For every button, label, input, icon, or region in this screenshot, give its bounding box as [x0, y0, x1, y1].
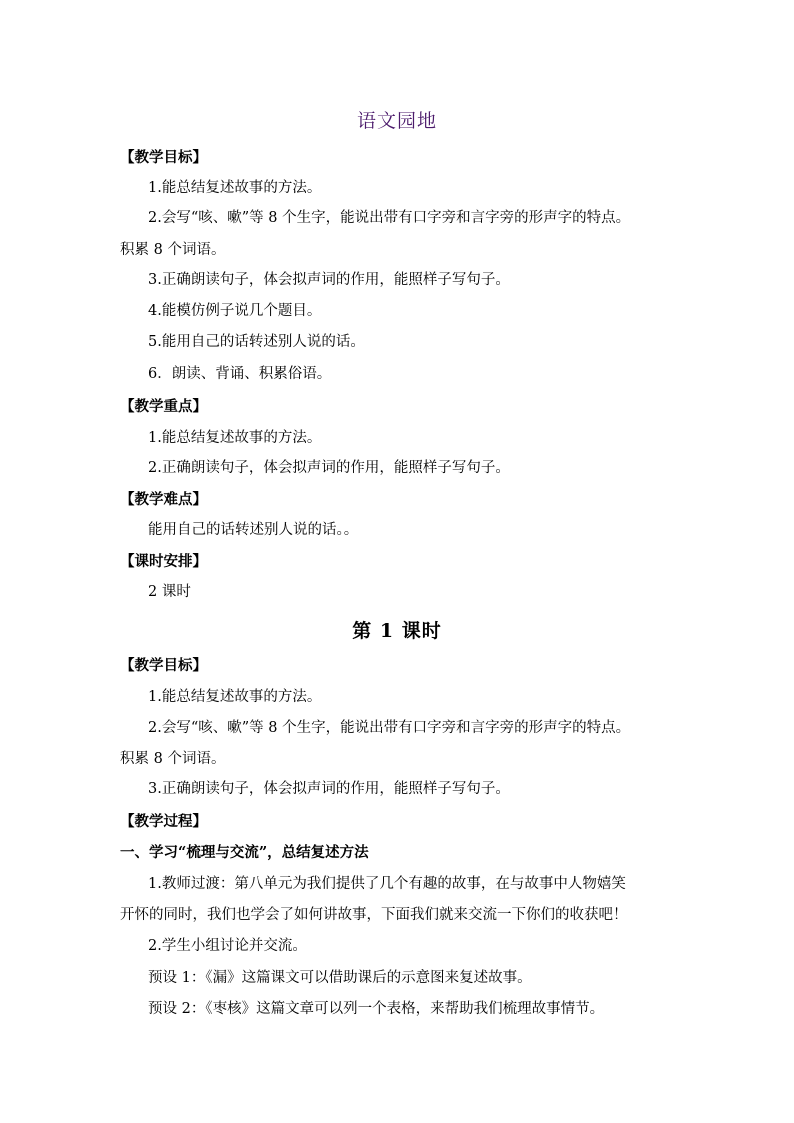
objective-item: 6．朗读、背诵、积累俗语。 — [148, 366, 332, 382]
process-paragraph: 2.学生小组讨论并交流。 — [148, 938, 307, 954]
lesson-objective-item: 2.会写“咳、嗽”等 8 个生字，能说出带有口字旁和言字旁的形声字的特点。 — [148, 720, 631, 736]
section-heading-lesson-objectives: 【教学目标】 — [120, 657, 207, 674]
difficulty-text: 能用自己的话转述别人说的话。。 — [148, 522, 359, 538]
section-heading-key-points: 【教学重点】 — [120, 398, 207, 415]
key-point-item: 2.正确朗读句子，体会拟声词的作用，能照样子写句子。 — [148, 460, 510, 476]
part-heading: 一、学习“梳理与交流”，总结复述方法 — [120, 844, 369, 861]
page-title: 语文园地 — [356, 110, 437, 132]
lesson-objective-item-continued: 积累 8 个词语。 — [120, 751, 226, 767]
schedule-text: 2 课时 — [148, 584, 191, 600]
process-paragraph: 1.教师过渡：第八单元为我们提供了几个有趣的故事，在与故事中人物嬉笑 — [148, 876, 626, 892]
objective-item: 3.正确朗读句子，体会拟声词的作用，能照样子写句子。 — [148, 272, 510, 288]
objective-item: 4.能模仿例子说几个题目。 — [148, 303, 322, 319]
lesson-title: 第 1 课时 — [352, 620, 442, 642]
process-paragraph: 预设 2：《枣核》这篇文章可以列一个表格，来帮助我们梳理故事情节。 — [148, 1001, 605, 1017]
objective-item: 5.能用自己的话转述别人说的话。 — [148, 334, 365, 350]
process-paragraph: 预设 1：《漏》这篇课文可以借助课后的示意图来复述故事。 — [148, 970, 532, 986]
section-heading-difficulties: 【教学难点】 — [120, 491, 207, 508]
section-heading-schedule: 【课时安排】 — [120, 553, 207, 570]
lesson-objective-item: 3.正确朗读句子，体会拟声词的作用，能照样子写句子。 — [148, 781, 510, 797]
process-paragraph-continued: 开怀的同时，我们也学会了如何讲故事，下面我们就来交流一下你们的收获吧！ — [120, 907, 628, 923]
objective-item: 1.能总结复述故事的方法。 — [148, 180, 322, 196]
objective-item-continued: 积累 8 个词语。 — [120, 242, 226, 258]
section-heading-objectives: 【教学目标】 — [120, 149, 207, 166]
key-point-item: 1.能总结复述故事的方法。 — [148, 430, 322, 446]
section-heading-process: 【教学过程】 — [120, 813, 207, 830]
lesson-objective-item: 1.能总结复述故事的方法。 — [148, 689, 322, 705]
objective-item: 2.会写“咳、嗽”等 8 个生字，能说出带有口字旁和言字旁的形声字的特点。 — [148, 210, 631, 226]
